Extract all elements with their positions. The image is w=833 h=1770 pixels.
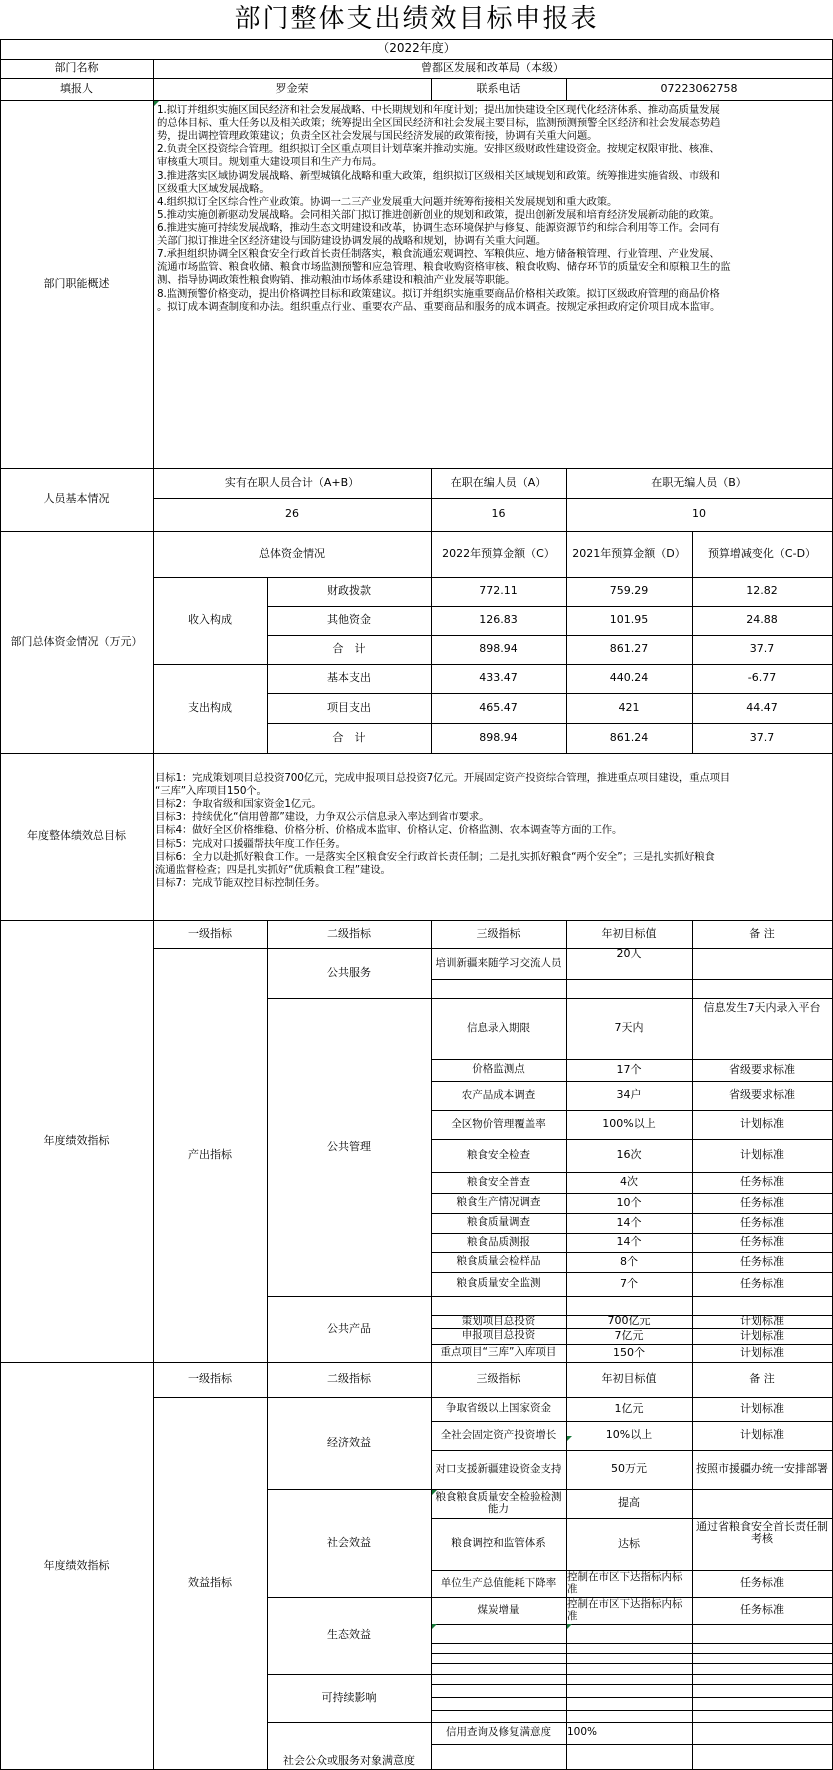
expense-label: 支出构成 bbox=[188, 701, 232, 715]
duty-text bbox=[157, 104, 831, 464]
goal-line: 目标4：做好全区价格维稳、价格分析、价格成本监审、价格认定、价格监测、农本调查等方面的工作。 bbox=[155, 824, 623, 837]
goal-line: 目标2：争取省级和国家资金1亿元。 bbox=[155, 798, 322, 811]
indicator-name: 粮食调控和监管体系 bbox=[451, 1537, 546, 1550]
duty-line: 势，提出调控管理政策建议；负责全区社会发展与国民经济发展的政策衔接，协调有关重大问题。 bbox=[157, 130, 598, 143]
social-benefit-label: 社会效益 bbox=[327, 1535, 371, 1549]
indicator-name: 信用查询及修复满意度 bbox=[446, 1726, 551, 1739]
satisfaction-label: 社会公众或服务对象满意度 bbox=[283, 1753, 415, 1767]
perf2-h3: 三级指标 bbox=[476, 1372, 521, 1386]
perf1-h4: 年初目标值 bbox=[601, 926, 657, 940]
perf1-h5: 备 注 bbox=[749, 926, 775, 940]
fund-item-name: 项目支出 bbox=[327, 700, 371, 714]
perf1-h3: 三级指标 bbox=[476, 926, 521, 940]
goals-text bbox=[155, 772, 831, 918]
eco-benefit-label: 生态效益 bbox=[327, 1628, 371, 1642]
fund-c-value: 126.83 bbox=[479, 613, 518, 627]
indicator-target: 10%以上 bbox=[605, 1428, 653, 1442]
grid-line bbox=[431, 1362, 432, 1770]
indicator-target: 7个 bbox=[620, 1276, 638, 1290]
indicator-target: 4次 bbox=[620, 1175, 638, 1189]
fund-item-name: 基本支出 bbox=[327, 671, 371, 685]
indicator-note: 按照市援疆办统一安排部署 bbox=[696, 1462, 828, 1476]
cell-marker bbox=[567, 1436, 572, 1441]
indicator-name: 争取省级以上国家资金 bbox=[446, 1402, 551, 1415]
funds-overall-header: 总体资金情况 bbox=[259, 546, 325, 560]
fund-diff-value: 24.88 bbox=[746, 613, 778, 627]
indicator-note bbox=[694, 948, 830, 979]
duty-line: 3.推进落实区域协调发展战略、新型城镇化战略和重大政策，组织拟订区级相关区域规划和政策。统筹推进实施省级、市级和 bbox=[157, 169, 720, 182]
indicator-target: 14个 bbox=[616, 1215, 642, 1229]
cell-marker bbox=[154, 101, 159, 106]
funds-diff-header: 预算增减变化（C-D） bbox=[707, 546, 817, 560]
fund-c-value: 465.47 bbox=[479, 700, 518, 714]
output-indicator-label: 产出指标 bbox=[188, 1147, 232, 1161]
public-product-label: 公共产品 bbox=[327, 1321, 371, 1335]
fund-d-value: 101.95 bbox=[609, 613, 649, 627]
indicator-name: 粮食安全普查 bbox=[467, 1175, 530, 1188]
perf1-h2: 二级指标 bbox=[327, 926, 371, 940]
indicator-name: 粮食质量调查 bbox=[467, 1216, 530, 1229]
indicator-name: 单位生产总值能耗下降率 bbox=[440, 1576, 557, 1589]
filler-value: 罗金荣 bbox=[275, 81, 309, 95]
duty-line: 审核重大项目。规划重大建设项目和生产力布局。 bbox=[157, 156, 383, 169]
indicator-target: 10个 bbox=[616, 1195, 642, 1209]
duty-line: 5.推动实施创新驱动发展战略。会同相关部门拟订推进创新创业的规划和政策，提出创新发展和培育经济发展新动能的政策。 bbox=[157, 208, 720, 221]
indicator-name bbox=[433, 1296, 564, 1315]
indicator-note bbox=[694, 1296, 830, 1315]
cell-marker bbox=[567, 1624, 572, 1629]
indicator-name: 申报项目总投资 bbox=[461, 1329, 536, 1342]
goal-line: 目标5：完成对口援疆帮扶年度工作任务。 bbox=[155, 837, 346, 850]
indicator-target: 7亿元 bbox=[614, 1328, 644, 1342]
grid-line bbox=[431, 1663, 833, 1664]
indicator-name: 价格监测点 bbox=[472, 1063, 525, 1076]
indicator-name: 全区物价管理覆盖率 bbox=[451, 1117, 546, 1130]
indicator-note: 计划标准 bbox=[740, 1117, 784, 1131]
fund-item-name: 合 计 bbox=[332, 730, 366, 744]
grid-line bbox=[692, 1362, 693, 1770]
public-mgmt-label: 公共管理 bbox=[327, 1139, 371, 1153]
indicator-name bbox=[433, 979, 564, 998]
grid-line bbox=[431, 1744, 833, 1745]
indicator-note: 省级要求标准 bbox=[729, 1088, 795, 1102]
phone-value: 07223062758 bbox=[660, 81, 738, 95]
indicator-note: 任务标准 bbox=[740, 1254, 784, 1268]
indicator-target bbox=[566, 1296, 692, 1315]
perf2-label: 年度绩效指标 bbox=[43, 1558, 110, 1572]
indicator-target: 700亿元 bbox=[607, 1315, 651, 1328]
grid-line bbox=[431, 1684, 833, 1685]
indicator-target: 17个 bbox=[616, 1062, 642, 1076]
fund-d-value: 861.24 bbox=[609, 730, 649, 744]
perf2-h1: 一级指标 bbox=[188, 1372, 232, 1386]
fund-d-value: 440.24 bbox=[609, 671, 649, 685]
phone-label: 联系电话 bbox=[476, 81, 521, 95]
indicator-note: 计划标准 bbox=[740, 1148, 784, 1162]
fund-diff-value: 37.7 bbox=[749, 730, 775, 744]
duty-line: 2.负责全区投资综合管理。组织拟订全区重点项目计划草案并推动实施。安排区级财政性建设资金。按规定权限审批、核准、 bbox=[157, 143, 720, 156]
indicator-target: 34户 bbox=[616, 1088, 642, 1102]
indicator-note: 任务标准 bbox=[740, 1235, 784, 1249]
indicator-note: 信息发生7天内录入平台 bbox=[703, 1001, 821, 1014]
sustain-label: 可持续影响 bbox=[321, 1690, 377, 1704]
filler-label: 填报人 bbox=[60, 81, 93, 95]
duty-line: 4.组织拟订全区综合性产业政策。协调一二三产业发展重大问题并统筹衔接相关发展规划和重大政策。 bbox=[157, 195, 618, 208]
fund-d-value: 421 bbox=[618, 700, 640, 714]
fund-diff-value: 44.47 bbox=[746, 700, 778, 714]
indicator-name: 农产品成本调查 bbox=[461, 1088, 536, 1101]
econ-benefit-label: 经济效益 bbox=[327, 1435, 371, 1449]
indicator-target: 达标 bbox=[618, 1536, 640, 1550]
goal-line: 目标1：完成策划项目总投资700亿元，完成申报项目总投资7亿元。开展固定资产投资综合管理，推进重点项目建设，重点项目 bbox=[155, 772, 731, 784]
indicator-name: 对口支援新疆建设资金支持 bbox=[435, 1462, 562, 1475]
indicator-name: 培训新疆来随学习交流人员 bbox=[435, 956, 562, 969]
indicator-note: 省级要求标准 bbox=[729, 1062, 795, 1076]
fiscal-year: （2022年度） bbox=[377, 41, 456, 56]
perf1-label: 年度绩效指标 bbox=[43, 1133, 110, 1147]
goal-line: 目标7：完成节能双控目标控制任务。 bbox=[155, 876, 326, 889]
indicator-name: 粮食粮食质量安全检验检测能力 bbox=[435, 1490, 562, 1515]
fund-c-value: 433.47 bbox=[479, 671, 518, 685]
indicator-note: 计划标准 bbox=[740, 1328, 784, 1342]
indicator-target: 50万元 bbox=[611, 1462, 647, 1476]
page-title: 部门整体支出绩效目标申报表 bbox=[234, 3, 599, 34]
grid-line bbox=[431, 1710, 833, 1711]
indicator-target: 提高 bbox=[618, 1496, 640, 1510]
staff-total-header: 实有在职人员合计（A+B） bbox=[224, 475, 360, 489]
benefit-indicator-label: 效益指标 bbox=[188, 1576, 232, 1590]
staff-total-value: 26 bbox=[285, 507, 299, 521]
indicator-target: 20人 bbox=[616, 948, 642, 960]
goal-line: 目标6：全力以赴抓好粮食工作。一是落实全区粮食安全行政首长责任制；二是扎实抓好粮食“两个安全”；三是扎实抓好粮食 bbox=[155, 850, 715, 863]
indicator-note: 通过省粮食安全首长责任制考核 bbox=[696, 1520, 828, 1546]
indicator-note bbox=[694, 1722, 830, 1744]
goals-label: 年度整体绩效总目标 bbox=[27, 829, 126, 843]
fund-c-value: 898.94 bbox=[479, 642, 518, 656]
indicator-target: 150个 bbox=[613, 1345, 645, 1359]
staff-a-value: 16 bbox=[491, 507, 506, 521]
duty-line: 的总体目标、重大任务以及相关政策；统筹提出全区国民经济和社会发展主要目标，监测预测预警全区经济和社会发展态势趋 bbox=[157, 117, 721, 130]
indicator-note bbox=[694, 979, 830, 998]
indicator-note: 任务标准 bbox=[740, 1175, 784, 1189]
duty-line: 1.拟订并组织实施区国民经济和社会发展战略、中长期规划和年度计划；提出加快建设全区现代化经济体系、推动高质量发展 bbox=[157, 104, 720, 116]
goal-line: “三库”入库项目150个。 bbox=[155, 785, 267, 798]
duty-line: 。拟订成本调查制度和办法。组织重点行业、重要农产品、重要商品和服务的成本调查。按规定承担政府定价项目成本监审。 bbox=[157, 300, 721, 313]
perf2-h4: 年初目标值 bbox=[601, 1372, 657, 1386]
cell-marker bbox=[432, 1490, 437, 1495]
cell-marker bbox=[432, 1624, 437, 1629]
staff-b-value: 10 bbox=[692, 507, 706, 521]
indicator-name: 粮食安全检查 bbox=[467, 1148, 530, 1161]
duty-line: 测、指导协调政策性粮食购销、推动粮油市场体系建设和粮油产业发展等职能。 bbox=[157, 274, 516, 287]
perf2-h2: 二级指标 bbox=[327, 1372, 371, 1386]
indicator-target: 8个 bbox=[620, 1254, 638, 1268]
indicator-name: 重点项目“三库”入库项目 bbox=[440, 1346, 557, 1359]
indicator-note: 任务标准 bbox=[740, 1276, 784, 1290]
indicator-target: 100% bbox=[567, 1726, 598, 1739]
dept-name-label: 部门名称 bbox=[54, 61, 99, 75]
fund-c-value: 898.94 bbox=[479, 730, 518, 744]
indicator-target: 14个 bbox=[616, 1235, 642, 1249]
indicator-name: 煤炭增量 bbox=[477, 1603, 520, 1616]
indicator-name: 信息录入期限 bbox=[467, 1021, 530, 1034]
indicator-note: 任务标准 bbox=[740, 1576, 784, 1590]
dept-name-value: 曾都区发展和改革局（本级） bbox=[421, 61, 564, 75]
goal-line: 流通监督检查；四是扎实抓好“优质粮食工程”建设。 bbox=[155, 863, 391, 876]
grid-line bbox=[431, 1643, 833, 1644]
indicator-note: 任务标准 bbox=[740, 1215, 784, 1229]
indicator-target bbox=[566, 979, 692, 998]
perf2-h5: 备 注 bbox=[749, 1372, 775, 1386]
funds-label: 部门总体资金情况（万元） bbox=[10, 634, 143, 648]
goal-line: 目标3：持续优化“信用曾都”建设，力争双公示信息录入率达到省市要求。 bbox=[155, 811, 490, 824]
duty-line: 6.推进实施可持续发展战略，推动生态文明建设和改革，协调生态环境保护与修复、能源资源节约和综合利用等工作。会同有 bbox=[157, 221, 720, 234]
indicator-target: 1亿元 bbox=[614, 1401, 644, 1415]
grid-line bbox=[431, 1624, 833, 1625]
indicator-name: 全社会固定资产投资增长 bbox=[440, 1428, 557, 1441]
duty-line: 关部门拟订推进全区经济建设与国防建设协调发展的战略和规划，协调有关重大问题。 bbox=[157, 235, 547, 248]
fund-c-value: 772.11 bbox=[479, 584, 518, 598]
staff-b-header: 在职无编人员（B） bbox=[651, 475, 747, 489]
fund-diff-value: 12.82 bbox=[746, 584, 778, 598]
indicator-name: 粮食质量安全监测 bbox=[456, 1277, 541, 1290]
staff-a-header: 在职在编人员（A） bbox=[450, 475, 547, 489]
indicator-note: 计划标准 bbox=[740, 1428, 784, 1442]
funds-d-header: 2021年预算金额（D） bbox=[572, 546, 686, 560]
indicator-name: 粮食生产情况调查 bbox=[456, 1196, 541, 1209]
funds-c-header: 2022年预算金额（C） bbox=[442, 546, 555, 560]
duty-line: 8.监测预警价格变动，提出价格调控目标和政策建议。拟订并组织实施重要商品价格相关政策。拟订区级政府管理的商品价格 bbox=[157, 287, 720, 300]
fund-item-name: 其他资金 bbox=[327, 613, 371, 627]
indicator-name: 粮食质量会检样品 bbox=[456, 1255, 541, 1268]
indicator-note: 计划标准 bbox=[740, 1345, 784, 1359]
indicator-target: 控制在市区下达指标内标准 bbox=[567, 1597, 683, 1622]
duty-line: 7.承担组织协调全区粮食安全行政首长责任制落实，粮食流通宏观调控、军粮供应、地方储备粮管理、行业管理、产业发展、 bbox=[157, 248, 720, 261]
indicator-note: 任务标准 bbox=[740, 1603, 784, 1617]
duty-line: 区级重大区域发展战略。 bbox=[157, 182, 270, 195]
fund-d-value: 759.29 bbox=[609, 584, 649, 598]
duty-label: 部门职能概述 bbox=[43, 276, 110, 290]
indicator-target: 7天内 bbox=[614, 1021, 644, 1035]
indicator-target: 控制在市区下达指标内标准 bbox=[567, 1570, 683, 1595]
indicator-target: 16次 bbox=[616, 1148, 642, 1162]
indicator-note bbox=[694, 1489, 830, 1518]
staff-label: 人员基本情况 bbox=[43, 492, 110, 506]
indicator-note: 计划标准 bbox=[740, 1401, 784, 1415]
indicator-name: 策划项目总投资 bbox=[461, 1315, 536, 1327]
indicator-note: 计划标准 bbox=[740, 1315, 784, 1328]
fund-item-name: 合 计 bbox=[332, 642, 366, 656]
perf1-h1: 一级指标 bbox=[188, 926, 232, 940]
duty-line: 流通市场监管、粮食收储、粮食市场监测预警和应急管理、粮食收购资格审核、粮食收购、储存环节的质量安全和原粮卫生的监 bbox=[157, 261, 731, 274]
indicator-name: 粮食品质测报 bbox=[467, 1235, 530, 1248]
fund-d-value: 861.27 bbox=[609, 642, 649, 656]
fund-item-name: 财政拨款 bbox=[327, 584, 371, 598]
fund-diff-value: 37.7 bbox=[749, 642, 775, 656]
indicator-note: 任务标准 bbox=[740, 1195, 784, 1209]
income-label: 收入构成 bbox=[188, 613, 232, 627]
grid-line bbox=[431, 1653, 833, 1654]
indicator-target: 100%以上 bbox=[602, 1117, 656, 1131]
fund-diff-value: -6.77 bbox=[747, 671, 777, 685]
public-service-label: 公共服务 bbox=[327, 965, 371, 979]
grid-line bbox=[431, 1697, 833, 1698]
